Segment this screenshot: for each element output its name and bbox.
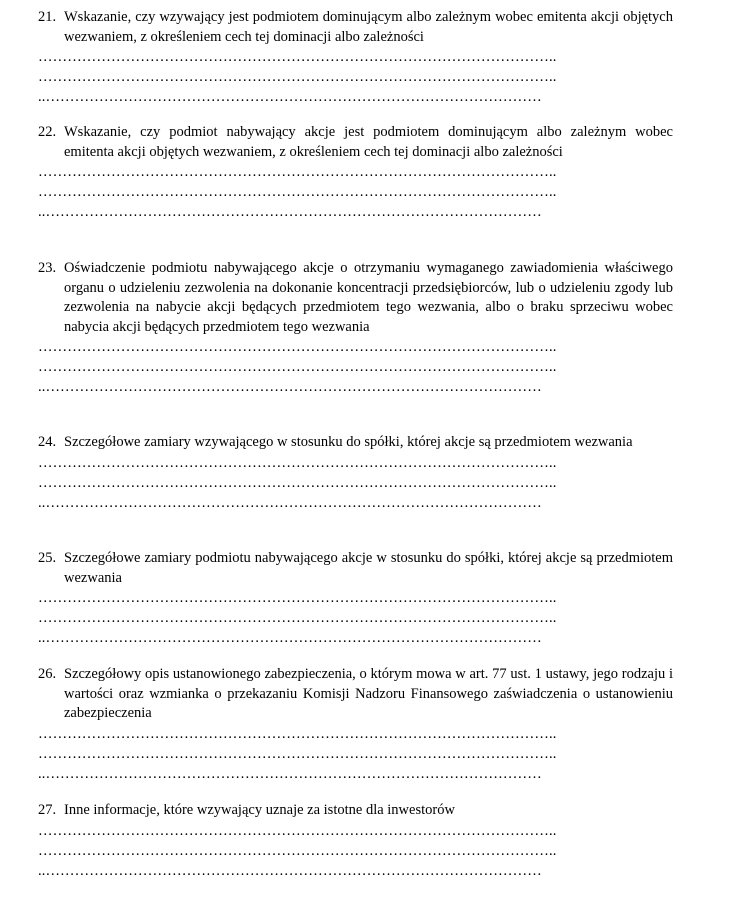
question-number: 26. [38, 666, 57, 682]
answer-line[interactable]: …………………………………………………………………………………………….. [38, 842, 557, 859]
question-text: 22. Wskazanie, czy podmiot nabywający akcje jest podmiotem dominującym albo zależnym wobec emitenta akcji objętych wezwaniem, z określeniem cech tej dominacji albo zależności [38, 124, 673, 160]
question-number: 23. [38, 260, 57, 276]
answer-line[interactable]: …………………………………………………………………………………………….. [38, 339, 557, 355]
form-item-23 [38, 259, 673, 397]
answer-line[interactable]: …………………………………………………………………………………………….. [38, 474, 557, 491]
question-number: 22. [38, 124, 57, 140]
answer-line[interactable]: ..………………………………………………………………………………………… [38, 89, 542, 105]
question-text: 21. Wskazanie, czy wzywający jest podmiotem dominującym albo zależnym wobec emitenta akcji objętych wezwaniem, z określeniem cech tej dominacji albo zależności [38, 9, 673, 45]
answer-line[interactable]: ..………………………………………………………………………………………… [38, 862, 542, 879]
answer-line[interactable]: ..………………………………………………………………………………………… [38, 494, 542, 511]
question-number: 24. [38, 434, 57, 450]
answer-line[interactable]: …………………………………………………………………………………………….. [38, 164, 557, 180]
question-number: 21. [38, 9, 57, 25]
form-item-22 [38, 123, 673, 222]
answer-line[interactable]: …………………………………………………………………………………………….. [38, 49, 557, 65]
question-text: 24. Szczegółowe zamiary wzywającego w stosunku do spółki, której akcje są przedmiotem wezwania [38, 433, 673, 453]
question-number: 25. [38, 550, 57, 566]
form-item-25 [38, 549, 673, 648]
answer-line[interactable]: …………………………………………………………………………………………….. [38, 69, 557, 85]
answer-line[interactable]: ..………………………………………………………………………………………… [38, 765, 542, 782]
answer-line[interactable]: …………………………………………………………………………………………….. [38, 745, 557, 762]
form-item-27 [38, 801, 673, 881]
question-text: 27. Inne informacje, które wzywający uznaje za istotne dla inwestorów [38, 801, 673, 821]
answer-line[interactable]: …………………………………………………………………………………………….. [38, 822, 557, 839]
answer-line[interactable]: ..………………………………………………………………………………………… [38, 630, 542, 646]
answer-line[interactable]: …………………………………………………………………………………………….. [38, 590, 557, 606]
form-item-26 [38, 665, 673, 784]
question-text: 26. Szczegółowy opis ustanowionego zabezpieczenia, o którym mowa w art. 77 ust. 1 ustawy, jego rodzaju i wartości oraz wzmianka o przekazaniu Komisji Nadzoru Finansowego zaświadczenia o ustanowieniu zabezpieczenia [38, 666, 673, 721]
question-text: 25. Szczegółowe zamiary podmiotu nabywającego akcje w stosunku do spółki, której akcje są przedmiotem wezwania [38, 550, 673, 586]
form-item-24 [38, 433, 673, 513]
answer-line[interactable]: …………………………………………………………………………………………….. [38, 725, 557, 742]
answer-line[interactable]: …………………………………………………………………………………………….. [38, 610, 557, 626]
question-number: 27. [38, 802, 57, 818]
answer-line[interactable]: …………………………………………………………………………………………….. [38, 184, 557, 200]
form-item-21 [38, 8, 673, 107]
answer-line[interactable]: ..………………………………………………………………………………………… [38, 379, 542, 395]
answer-line[interactable]: …………………………………………………………………………………………….. [38, 454, 557, 471]
answer-line[interactable]: ..………………………………………………………………………………………… [38, 204, 542, 220]
answer-line[interactable]: …………………………………………………………………………………………….. [38, 359, 557, 375]
question-text: 23. Oświadczenie podmiotu nabywającego akcje o otrzymaniu wymaganego zawiadomienia właściwego organu o udzieleniu zezwolenia na dokonanie koncentracji przedsiębiorców, lub o udzieleniu zgody lub zezwolenia na nabycie akcji będących przedmiotem tego wezwania, albo o braku sprzeciwu wobec nabycia akcji będących przedmiotem tego wezwania [38, 260, 673, 335]
